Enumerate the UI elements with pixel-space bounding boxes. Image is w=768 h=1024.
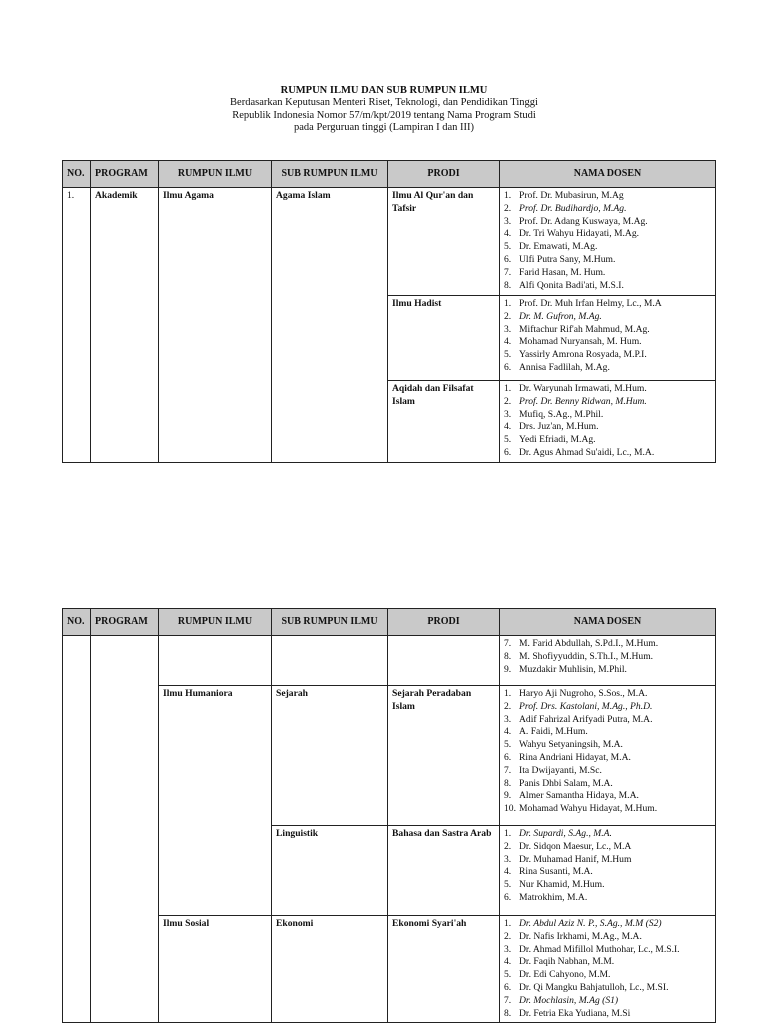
dosen-cell xyxy=(500,826,716,916)
lecturer-name: Prof. Dr. Adang Kuswaya, M.Ag. xyxy=(519,215,648,227)
lecturer-name: M. Farid Abdullah, S.Pd.I., M.Hum. xyxy=(519,638,659,649)
prodi-cell: Bahasa dan Sastra Arab xyxy=(388,826,500,916)
lecturer-number: 4. xyxy=(504,421,512,433)
document-title: RUMPUN ILMU DAN SUB RUMPUN ILMU xyxy=(280,85,488,96)
lecturer-name: Dr. Sidqon Maesur, Lc., M.A xyxy=(519,840,632,852)
lecturer-item xyxy=(504,714,711,727)
lecturer-number: 6. xyxy=(504,253,512,265)
lecturer-item xyxy=(504,969,711,982)
lecturer-name: Dr. Abdul Aziz N. P., S.Ag., M.M (S2) xyxy=(519,918,662,929)
lecturer-number: 5. xyxy=(504,241,512,253)
lecturer-name: Mohamad Nuryansah, M. Hum. xyxy=(519,336,642,348)
lecturer-item xyxy=(504,790,711,803)
lecturer-number: 9. xyxy=(504,663,512,675)
lecturer-name: Prof. Dr. Mubasirun, M.Ag xyxy=(519,190,624,201)
lecturer-item xyxy=(504,324,711,337)
lecturer-number: 8. xyxy=(504,650,512,662)
lecturer-number: 4. xyxy=(504,336,512,348)
lecturer-number: 1. xyxy=(504,298,512,309)
lecturer-number: 3. xyxy=(504,215,512,227)
rumpun-table-page-1 xyxy=(62,160,716,463)
table-header-row xyxy=(63,609,716,636)
lecturer-number: 4. xyxy=(504,956,512,968)
lecturer-number: 1. xyxy=(504,918,512,929)
lecturer-name: Miftachur Rif'ah Mahmud, M.Ag. xyxy=(519,323,650,335)
lecturer-item xyxy=(504,267,711,280)
lecturer-list xyxy=(504,383,711,460)
lecturer-item xyxy=(504,311,711,324)
lecturer-name: Rina Andriani Hidayat, M.A. xyxy=(519,751,631,763)
lecturer-name: Prof. Dr. Budihardjo, M.Ag. xyxy=(519,202,627,214)
lecturer-item xyxy=(504,931,711,944)
lecturer-item xyxy=(504,409,711,422)
lecturer-number: 5. xyxy=(504,969,512,981)
lecturer-list xyxy=(504,828,711,905)
lecturer-number: 3. xyxy=(504,853,512,865)
dosen-cell xyxy=(500,636,716,686)
col-header-program: PROGRAM xyxy=(91,161,159,188)
lecturer-name: Yedi Efriadi, M.Ag. xyxy=(519,434,596,446)
lecturer-name: Dr. Fetria Eka Yudiana, M.Si xyxy=(519,1007,631,1019)
lecturer-item xyxy=(504,866,711,879)
lecturer-item xyxy=(504,396,711,409)
lecturer-number: 3. xyxy=(504,323,512,335)
prodi-cell: Aqidah dan Filsafat Islam xyxy=(388,381,500,463)
sub-rumpun-cell: Ekonomi xyxy=(272,916,388,1023)
header-line-3: pada Perguruan tinggi (Lampiran I dan III) xyxy=(294,122,474,134)
col-header-nama-dosen: NAMA DOSEN xyxy=(500,609,716,636)
lecturer-item xyxy=(504,664,711,677)
lecturer-name: Dr. Ahmad Mifillol Muthohar, Lc., M.S.I. xyxy=(519,943,680,955)
document-header xyxy=(0,85,768,135)
lecturer-name: Dr. Mochlasin, M.Ag (S1) xyxy=(519,994,619,1006)
sub-rumpun-cell: Linguistik xyxy=(272,826,388,916)
lecturer-name: Adif Fahrizal Arifyadi Putra, M.A. xyxy=(519,713,653,725)
lecturer-number: 5. xyxy=(504,739,512,751)
lecturer-item xyxy=(504,739,711,752)
lecturer-item xyxy=(504,688,711,701)
header-line-2: Republik Indonesia Nomor 57/m/kpt/2019 tentang Nama Program Studi xyxy=(232,109,536,121)
lecturer-item xyxy=(504,336,711,349)
prodi-cell: Sejarah Peradaban Islam xyxy=(388,686,500,826)
lecturer-item xyxy=(504,254,711,267)
row-number xyxy=(63,636,91,1023)
col-header-program: PROGRAM xyxy=(91,609,159,636)
lecturer-name: Prof. Dr. Benny Ridwan, M.Hum. xyxy=(519,395,647,407)
lecturer-number: 2. xyxy=(504,700,512,712)
dosen-cell xyxy=(500,686,716,826)
lecturer-item xyxy=(504,944,711,957)
rumpun-cell xyxy=(159,636,272,686)
lecturer-number: 2. xyxy=(504,395,512,407)
lecturer-list xyxy=(504,918,711,1020)
col-header-no: NO. xyxy=(63,161,91,188)
lecturer-item xyxy=(504,447,711,460)
lecturer-name: Dr. Faqih Nabhan, M.M. xyxy=(519,956,615,968)
col-header-no: NO. xyxy=(63,609,91,636)
lecturer-item xyxy=(504,918,711,931)
lecturer-name: Annisa Fadlilah, M.Ag. xyxy=(519,361,610,373)
lecturer-item xyxy=(504,349,711,362)
lecturer-name: Mufiq, S.Ag., M.Phil. xyxy=(519,408,604,420)
lecturer-number: 2. xyxy=(504,202,512,214)
lecturer-item xyxy=(504,434,711,447)
rumpun-cell: Ilmu Humaniora xyxy=(159,686,272,916)
rumpun-cell: Ilmu Agama xyxy=(159,188,272,463)
lecturer-item xyxy=(504,701,711,714)
lecturer-name: Yassirly Amrona Rosyada, M.P.I. xyxy=(519,349,647,361)
table-row xyxy=(63,188,716,296)
lecturer-item xyxy=(504,854,711,867)
lecturer-name: Mohamad Wahyu Hidayat, M.Hum. xyxy=(519,803,658,815)
lecturer-name: Haryo Aji Nugroho, S.Sos., M.A. xyxy=(519,688,648,699)
lecturer-number: 6. xyxy=(504,891,512,903)
lecturer-name: Dr. Muhamad Hanif, M.Hum xyxy=(519,853,632,865)
lecturer-number: 5. xyxy=(504,434,512,446)
lecturer-item xyxy=(504,298,711,311)
prodi-cell: Ekonomi Syari'ah xyxy=(388,916,500,1023)
lecturer-item xyxy=(504,190,711,203)
program-cell xyxy=(91,636,159,1023)
sub-rumpun-cell: Sejarah xyxy=(272,686,388,826)
prodi-cell xyxy=(388,636,500,686)
lecturer-name: Dr. M. Gufron, M.Ag. xyxy=(519,310,602,322)
lecturer-item xyxy=(504,1008,711,1021)
lecturer-number: 8. xyxy=(504,279,512,291)
lecturer-item xyxy=(504,778,711,791)
lecturer-number: 3. xyxy=(504,713,512,725)
lecturer-number: 7. xyxy=(504,638,512,649)
col-header-rumpun: RUMPUN ILMU xyxy=(159,161,272,188)
sub-rumpun-cell: Agama Islam xyxy=(272,188,388,463)
lecturer-number: 7. xyxy=(504,994,512,1006)
lecturer-item xyxy=(504,241,711,254)
lecturer-number: 4. xyxy=(504,726,512,738)
lecturer-name: Matrokhim, M.A. xyxy=(519,891,588,903)
lecturer-item xyxy=(504,726,711,739)
lecturer-list xyxy=(504,190,711,292)
lecturer-name: Drs. Juz'an, M.Hum. xyxy=(519,421,599,433)
lecturer-item xyxy=(504,421,711,434)
lecturer-number: 6. xyxy=(504,361,512,373)
rumpun-table-page-2 xyxy=(62,608,716,1023)
lecturer-item xyxy=(504,216,711,229)
table-row xyxy=(63,686,716,826)
lecturer-number: 9. xyxy=(504,790,512,802)
lecturer-number: 3. xyxy=(504,408,512,420)
lecturer-item xyxy=(504,841,711,854)
lecturer-item xyxy=(504,828,711,841)
lecturer-number: 2. xyxy=(504,840,512,852)
lecturer-item xyxy=(504,362,711,375)
lecturer-name: Prof. Drs. Kastolani, M.Ag., Ph.D. xyxy=(519,700,653,712)
lecturer-number: 5. xyxy=(504,349,512,361)
table-header-row xyxy=(63,161,716,188)
lecturer-name: Muzdakir Muhlisin, M.Phil. xyxy=(519,663,627,675)
lecturer-list xyxy=(504,688,711,816)
lecturer-number: 6. xyxy=(504,751,512,763)
lecturer-item xyxy=(504,651,711,664)
lecturer-item xyxy=(504,638,711,651)
lecturer-number: 2. xyxy=(504,310,512,322)
lecturer-name: Dr. Qi Mangku Bahjatulloh, Lc., M.SI. xyxy=(519,981,669,993)
lecturer-name: Dr. Emawati, M.Ag. xyxy=(519,241,598,253)
lecturer-name: A. Faidi, M.Hum. xyxy=(519,726,588,738)
lecturer-name: Alfi Qonita Badi'ati, M.S.I. xyxy=(519,279,624,291)
header-line-1: Berdasarkan Keputusan Menteri Riset, Teknologi, dan Pendidikan Tinggi xyxy=(230,97,538,109)
dosen-cell xyxy=(500,188,716,296)
table-row xyxy=(63,636,716,686)
lecturer-item xyxy=(504,203,711,216)
lecturer-number: 1. xyxy=(504,190,512,201)
lecturer-number: 3. xyxy=(504,943,512,955)
lecturer-item xyxy=(504,383,711,396)
lecturer-name: Ulfi Putra Sany, M.Hum. xyxy=(519,253,616,265)
lecturer-name: Almer Samantha Hidaya, M.A. xyxy=(519,790,639,802)
lecturer-name: Dr. Waryunah Irmawati, M.Hum. xyxy=(519,383,647,394)
lecturer-number: 4. xyxy=(504,228,512,240)
lecturer-name: Farid Hasan, M. Hum. xyxy=(519,266,606,278)
lecturer-number: 1. xyxy=(504,383,512,394)
lecturer-name: Dr. Nafis Irkhami, M.Ag., M.A. xyxy=(519,930,642,942)
lecturer-number: 1. xyxy=(504,828,512,839)
lecturer-name: Nur Khamid, M.Hum. xyxy=(519,879,605,891)
lecturer-name: Dr. Agus Ahmad Su'aidi, Lc., M.A. xyxy=(519,446,655,458)
dosen-cell xyxy=(500,296,716,381)
lecturer-number: 8. xyxy=(504,777,512,789)
lecturer-name: M. Shofiyyuddin, S.Th.I., M.Hum. xyxy=(519,650,654,662)
lecturer-item xyxy=(504,803,711,816)
lecturer-name: Dr. Supardi, S.Ag., M.A. xyxy=(519,828,612,839)
lecturer-item xyxy=(504,995,711,1008)
col-header-sub-rumpun: SUB RUMPUN ILMU xyxy=(272,609,388,636)
lecturer-number: 6. xyxy=(504,446,512,458)
lecturer-item xyxy=(504,228,711,241)
lecturer-item xyxy=(504,956,711,969)
sub-rumpun-cell xyxy=(272,636,388,686)
prodi-cell: Ilmu Al Qur'an dan Tafsir xyxy=(388,188,500,296)
lecturer-name: Dr. Edi Cahyono, M.M. xyxy=(519,969,611,981)
lecturer-name: Ita Dwijayanti, M.Sc. xyxy=(519,764,602,776)
dosen-cell xyxy=(500,916,716,1023)
lecturer-number: 5. xyxy=(504,879,512,891)
col-header-rumpun: RUMPUN ILMU xyxy=(159,609,272,636)
lecturer-list xyxy=(504,298,711,375)
lecturer-number: 2. xyxy=(504,930,512,942)
lecturer-item xyxy=(504,765,711,778)
col-header-sub-rumpun: SUB RUMPUN ILMU xyxy=(272,161,388,188)
lecturer-number: 1. xyxy=(504,688,512,699)
lecturer-name: Rina Susanti, M.A. xyxy=(519,866,593,878)
lecturer-number: 7. xyxy=(504,266,512,278)
prodi-cell: Ilmu Hadist xyxy=(388,296,500,381)
lecturer-item xyxy=(504,879,711,892)
lecturer-list xyxy=(504,638,711,676)
col-header-prodi: PRODI xyxy=(388,161,500,188)
lecturer-item xyxy=(504,752,711,765)
dosen-cell xyxy=(500,381,716,463)
lecturer-name: Dr. Tri Wahyu Hidayati, M.Ag. xyxy=(519,228,640,240)
col-header-prodi: PRODI xyxy=(388,609,500,636)
lecturer-number: 7. xyxy=(504,764,512,776)
lecturer-name: Wahyu Setyaningsih, M.A. xyxy=(519,739,623,751)
col-header-nama-dosen: NAMA DOSEN xyxy=(500,161,716,188)
lecturer-number: 6. xyxy=(504,981,512,993)
lecturer-name: Prof. Dr. Muh Irfan Helmy, Lc., M.A xyxy=(519,298,662,309)
lecturer-item xyxy=(504,280,711,293)
rumpun-cell: Ilmu Sosial xyxy=(159,916,272,1023)
program-cell: Akademik xyxy=(91,188,159,463)
lecturer-number: 10. xyxy=(504,803,516,815)
lecturer-number: 8. xyxy=(504,1007,512,1019)
lecturer-item xyxy=(504,982,711,995)
lecturer-number: 4. xyxy=(504,866,512,878)
row-number: 1. xyxy=(63,188,91,463)
lecturer-name: Panis Dhbi Salam, M.A. xyxy=(519,777,613,789)
table-row xyxy=(63,916,716,1023)
lecturer-item xyxy=(504,892,711,905)
